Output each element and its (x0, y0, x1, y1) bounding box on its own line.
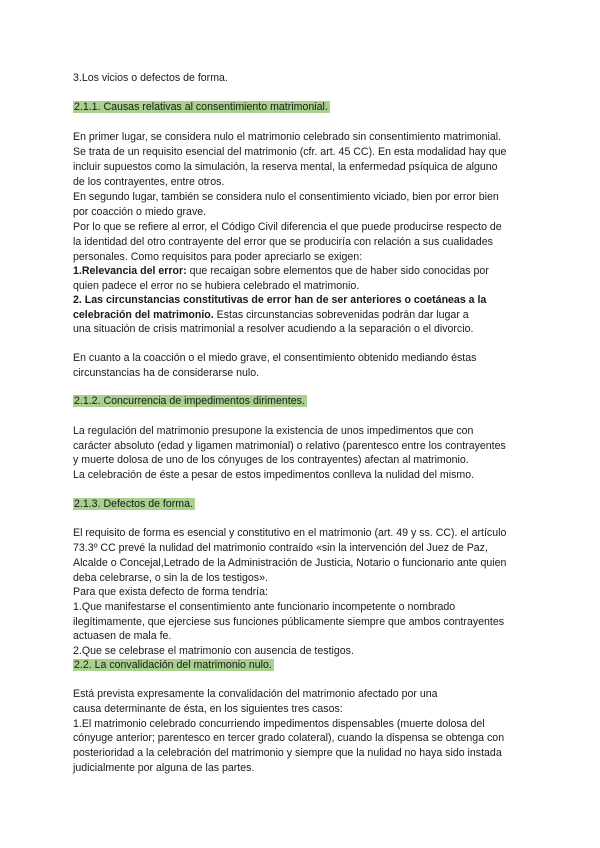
section-title: 3.Los vicios o defectos de forma. (73, 72, 228, 84)
paragraph-line: y muerte dolosa de uno de los cónyuges de los contrayentes) afectan al matrimonio. (73, 454, 469, 466)
paragraph-line: Se trata de un requisito esencial del matrimonio (cfr. art. 45 CC). En esta modalidad hay que (73, 146, 507, 158)
paragraph-line: carácter absoluto (edad y ligamen matrimonial) o relativo (parentesco entre los contrayentes (73, 440, 506, 452)
paragraph-line: Está prevista expresamente la convalidación del matrimonio afectado por una (73, 688, 438, 700)
requirement-2-label: 2. Las circunstancias constitutivas de error han de ser anteriores o coetáneas a la (73, 294, 487, 306)
paragraph-line: Por lo que se refiere al error, el Código Civil diferencia el que puede producirse respecto de (73, 221, 502, 233)
requirement-1-label: 1.Relevancia del error: (73, 265, 187, 277)
paragraph-line: de los contrayentes, entre otros. (73, 176, 225, 188)
paragraph-line: personales. Como requisitos para poder apreciarlo se exigen: (73, 251, 363, 263)
paragraph-line: 73.3º CC prevé la nulidad del matrimonio contraído «sin la intervención del Juez de Paz, (73, 542, 488, 554)
paragraph-line: Para que exista defecto de forma tendría: (73, 586, 268, 598)
requirement-2-label-end: celebración del matrimonio. (73, 309, 214, 321)
requirement-1 (73, 264, 489, 279)
paragraph-line: En segundo lugar, también se considera nulo el consentimiento viciado, bien por error bien (73, 191, 499, 203)
paragraph-line: deba celebrarse, o sin la de los testigos». (73, 572, 268, 584)
paragraph-line: una situación de crisis matrimonial a resolver acudiendo a la separación o el divorcio. (73, 323, 474, 335)
heading-highlight: 2.1.1. Causas relativas al consentimiento matrimonial. (74, 101, 328, 113)
paragraph-line: la identidad del otro contrayente del error que se produciría con relación a sus cualidades (73, 236, 493, 248)
paragraph-line: actuasen de mala fe. (73, 630, 172, 642)
paragraph-line: En primer lugar, se considera nulo el matrimonio celebrado sin consentimiento matrimonial. (73, 131, 502, 143)
paragraph-line: ilegítimamente, que ejerciese sus funciones públicamente siempre que ambos contrayentes (73, 616, 505, 628)
paragraph-line: judicialmente por alguna de las partes. (73, 762, 255, 774)
heading-highlight: 2.1.2. Concurrencia de impedimentos dirimentes. (74, 395, 305, 407)
heading-2-1-1 (73, 100, 330, 115)
paragraph-line: 1.Que manifestarse el consentimiento ante funcionario incompetente o nombrado (73, 601, 456, 613)
paragraph-line: quien padece el error no se hubiera celebrado el matrimonio. (73, 280, 360, 292)
heading-highlight: 2.2. La convalidación del matrimonio nulo. (74, 659, 272, 671)
paragraph-line: posterioridad a la celebración del matrimonio y siempre que la nulidad no haya sido instada (73, 747, 502, 759)
heading-highlight: 2.1.3. Defectos de forma. (74, 498, 193, 510)
paragraph-line: incluir supuestos como la simulación, la reserva mental, la enfermedad psíquica de alguno (73, 161, 498, 173)
paragraph-line: circunstancias ha de considerarse nulo. (73, 367, 260, 379)
heading-2-2 (73, 658, 274, 673)
paragraph-line: En cuanto a la coacción o el miedo grave, el consentimiento obtenido mediando éstas (73, 352, 477, 364)
paragraph-line: La regulación del matrimonio presupone la existencia de unos impedimentos que con (73, 425, 474, 437)
heading-2-1-2 (73, 394, 307, 409)
paragraph-line: El requisito de forma es esencial y constitutivo en el matrimonio (art. 49 y ss. CC). el artículo (73, 527, 507, 539)
paragraph-line: por coacción o miedo grave. (73, 206, 207, 218)
paragraph-line: Alcalde o Concejal,Letrado de la Administración de Justicia, Notario o funcionario ante quien (73, 557, 507, 569)
requirement-2-text: Estas circunstancias sobrevenidas podrán dar lugar a (213, 309, 469, 321)
paragraph-line: 2.Que se celebrase el matrimonio con ausencia de testigos. (73, 645, 354, 657)
paragraph-line: La celebración de éste a pesar de estos impedimentos conlleva la nulidad del mismo. (73, 469, 475, 481)
requirement-1-text: que recaigan sobre elementos que de haber sido conocidas por (186, 265, 489, 277)
paragraph-line: cónyuge anterior; parentesco en tercer grado colateral), cuando la dispensa se obtenga con (73, 732, 505, 744)
heading-2-1-3 (73, 497, 195, 512)
requirement-2 (73, 308, 469, 323)
paragraph-line: 1.El matrimonio celebrado concurriendo impedimentos dispensables (muerte dolosa del (73, 718, 485, 730)
paragraph-line: causa determinante de ésta, en los siguientes tres casos: (73, 703, 343, 715)
